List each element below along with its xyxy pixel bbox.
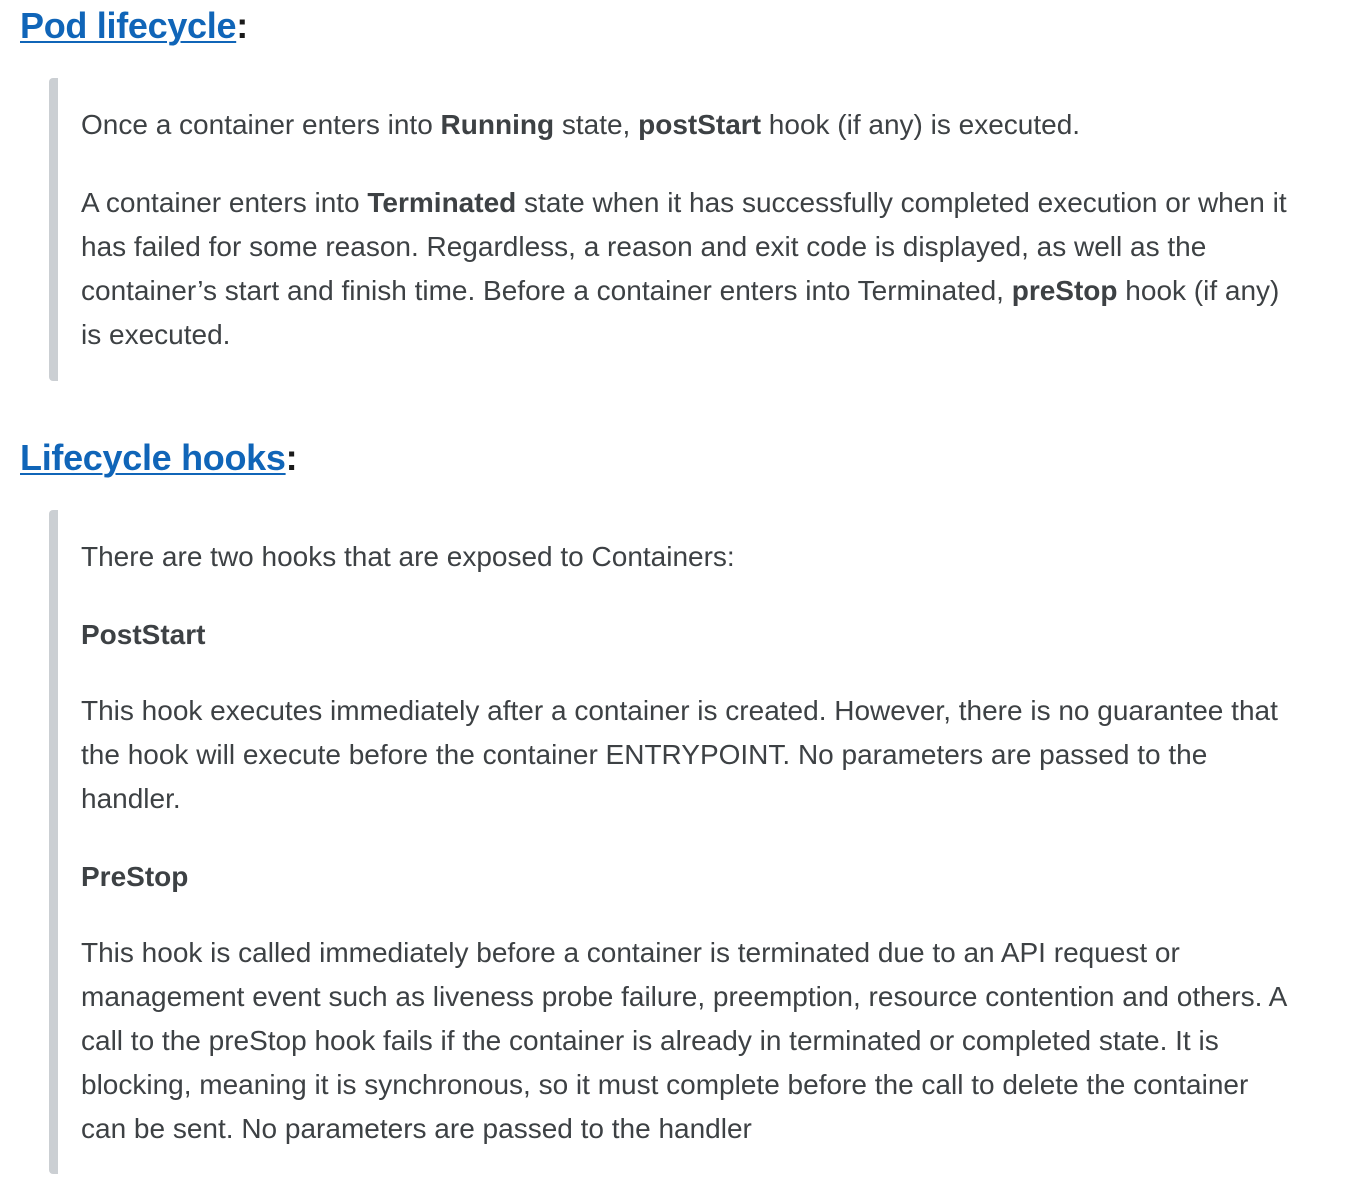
prestop-subheading: PreStop: [81, 861, 189, 892]
pod-lifecycle-heading: [20, 4, 248, 48]
text-run: state when it has successfully completed execution or when it has failed for some reason. Regardless, a reason and exit code is displayed, as well as the container’s start and finish time. Before a container enters into Terminated,: [81, 187, 1287, 306]
text-run: hook (if any) is executed.: [761, 109, 1081, 140]
text-run: state,: [554, 109, 639, 140]
heading-colon: :: [285, 437, 298, 478]
heading-colon: :: [236, 5, 248, 46]
running-term: Running: [440, 109, 555, 140]
poststart-subheading: PostStart: [81, 619, 206, 650]
text-run: Once a container enters into: [81, 109, 441, 140]
lifecycle-hooks-heading: [20, 436, 297, 480]
text-run: hook (if any) is executed.: [81, 275, 1280, 350]
hooks-intro-paragraph: There are two hooks that are exposed to Containers:: [81, 541, 735, 572]
prestop-term: preStop: [1011, 275, 1118, 306]
terminated-term: Terminated: [367, 187, 517, 218]
pod-lifecycle-link[interactable]: Pod lifecycle: [20, 5, 237, 46]
lifecycle-hooks-link[interactable]: Lifecycle hooks: [20, 437, 286, 478]
prestop-paragraph: This hook is called immediately before a container is terminated due to an API request or management event such as liveness probe failure, preemption, resource contention and others. A call to the preStop hook fails if the container is already in terminated or completed state. It is blocking, meaning it is synchronous, so it must complete before the call to delete the container can be sent. No parameters are passed to the handler: [81, 937, 1286, 1144]
poststart-term: postStart: [638, 109, 762, 140]
text-run: A container enters into: [81, 187, 368, 218]
poststart-paragraph: This hook executes immediately after a container is created. However, there is no guarantee that the hook will execute before the container ENTRYPOINT. No parameters are passed to the handler.: [81, 695, 1278, 814]
terminated-state-paragraph: [81, 181, 1291, 357]
running-state-paragraph: [81, 103, 1291, 147]
